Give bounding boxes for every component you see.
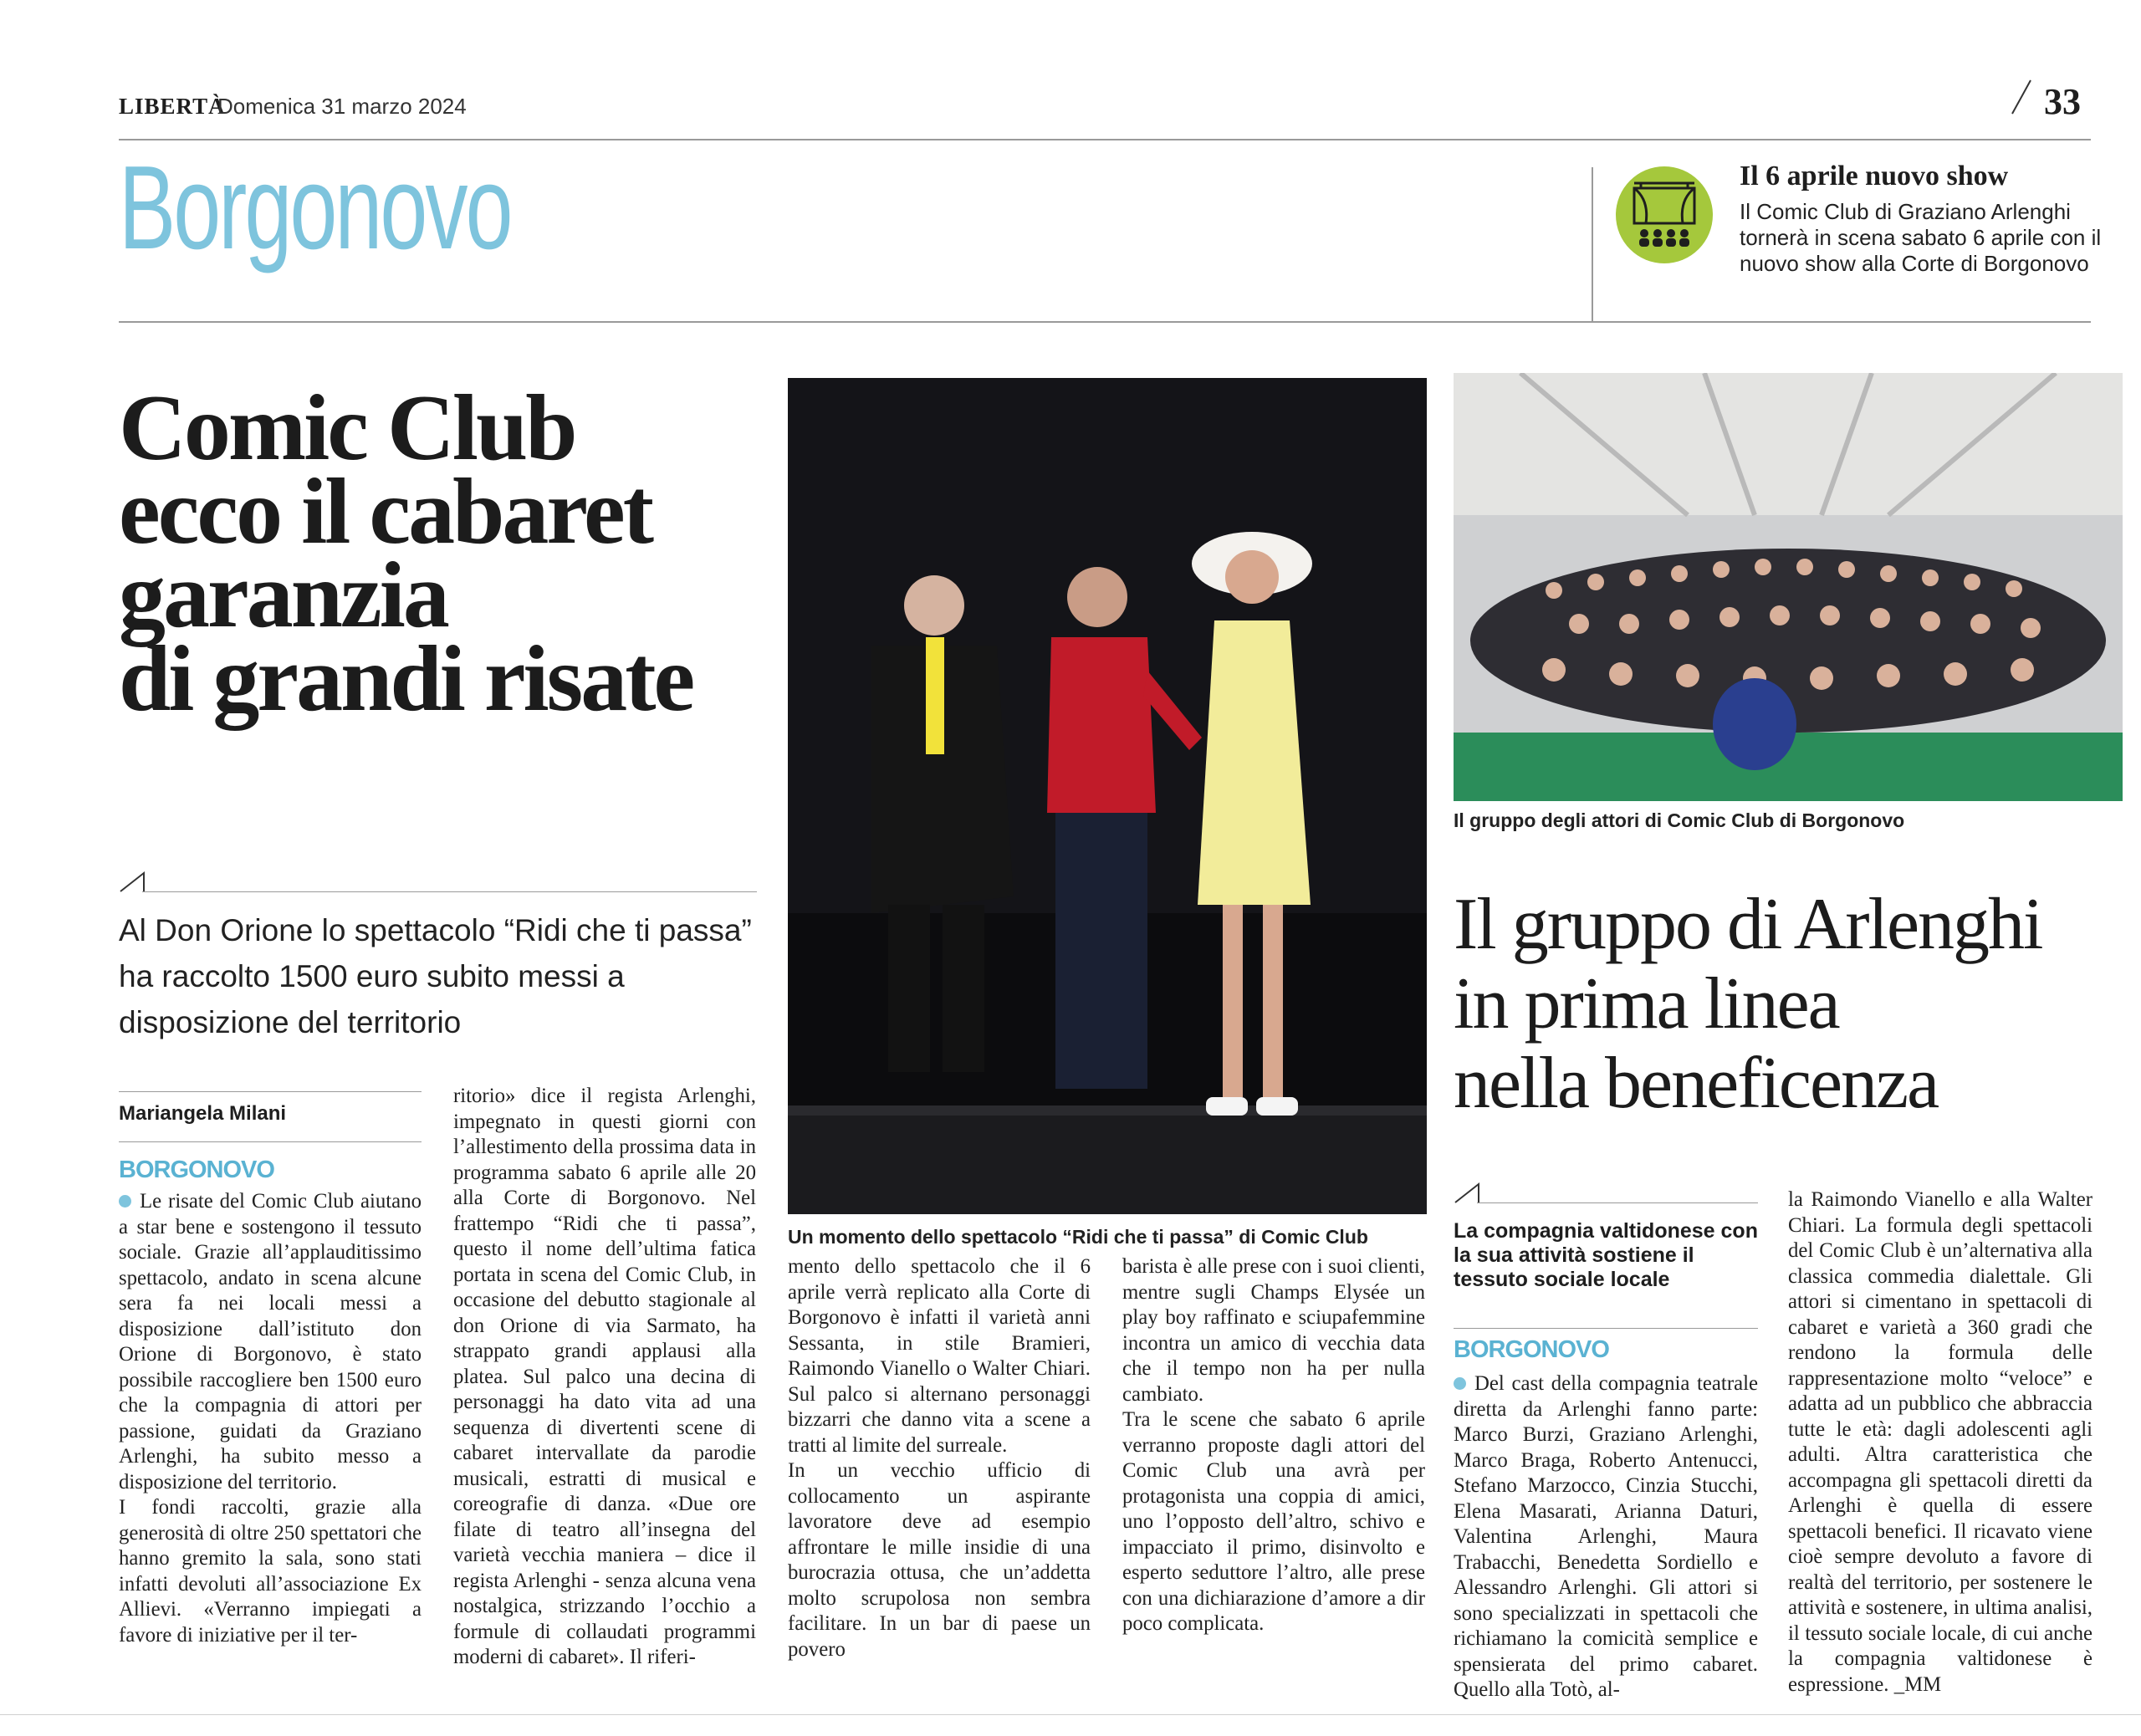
section-rule (119, 321, 2091, 323)
page-slash-icon (2011, 79, 2032, 115)
headline-line: ecco il cabaret (119, 460, 652, 564)
byline: Mariangela Milani (119, 1102, 287, 1125)
subhead-rule (142, 891, 757, 892)
headline-line: Comic Club (119, 376, 575, 480)
side-deck-mark-icon (1454, 1181, 1482, 1204)
main-body-col1 (119, 1189, 422, 1648)
side-dateline: BORGONOVO (1454, 1336, 1609, 1363)
main-subhead: Al Don Orione lo spettacolo “Ridi che ti passa” ha raccolto 1500 euro subito messi a disposizione del territorio (119, 913, 752, 1039)
side-headline-line: in prima linea (1454, 963, 1839, 1044)
issue-date: Domenica 31 marzo 2024 (217, 94, 467, 119)
main-body-col4: barista è alle prese con i suoi clienti, mentre sugli Champs Elysée un play boy raffinato e sciupafemmine incontra un amico di vecchia data che il tempo non ha per nulla cambiato. Tra le scene che sabato 6 aprile verranno proposte dagli attori del Comic Club una avrà per protagonista una coppia di amici, uno l’opposto dell’altro, schivo e impacciato il primo, disinvolto e esperto seduttore l’altro, alle prese con una dichiarazione d’amore a dir poco complicata. (1122, 1255, 1425, 1635)
bullet-icon (119, 1195, 131, 1208)
footer-rule (0, 1714, 2141, 1715)
deck-mark-icon (119, 870, 147, 893)
side-body-col1 (1454, 1371, 1758, 1703)
side-subhead-rule (1477, 1202, 1758, 1203)
bullet-icon (1454, 1377, 1466, 1390)
side-body-text-1: Del cast della compagnia teatrale diretta da Arlenghi fanno parte: Marco Burzi, Graziano Arlenghi, Marco Braga, Roberto Antenucci, Stefano Marzocco, Cinzia Stucchi, Elena Masarati, Arianna Daturi, Valentina Arlenghi, Maura Trabacchi, Benedetta Sordiello e Alessandro Arlenghi. Gli attori si sono specializzati in spettacoli che richiamano la comicità semplice e spensierata del primo cabaret. Quello alla Totò, al- (1454, 1372, 1758, 1701)
header-rule (119, 139, 2091, 140)
side-headline-line: nella beneficenza (1454, 1043, 1939, 1124)
side-subhead: La compagnia valtidonese con la sua attività sostiene il tessuto sociale locale (1454, 1219, 1758, 1291)
side-headline (1454, 885, 2123, 1123)
dateline: BORGONOVO (119, 1156, 274, 1183)
group-photo-caption: Il gruppo degli attori di Comic Club di Borgonovo (1454, 809, 1905, 831)
side-body-col2: la Raimondo Vianello e alla Walter Chiari. La formula degli spettacoli del Comic Club è un’alternativa alla classica commedia dialettale. Gli attori si cimentano in spettacoli di cabaret e varietà a 360 gradi che rendono la formula delle rappresentazione molto “veloce” e adatta ad un pubblico che abbraccia tutte le età: dagli adolescenti agli adulti. Altra caratteristica che accompagna gli spettacoli diretti da Arlenghi è quella di essere spettacoli benefici. Il ricavato viene cioè sempre devoluto a favore di realtà del territorio, per sostenere le attività e sostenere, in ultima analisi, il tessuto sociale locale, di cui anche la compagnia valtidonese è espressione. _MM (1788, 1188, 2092, 1696)
teaser-title: Il 6 aprile nuovo show (1740, 161, 2009, 191)
main-body-text-1: Le risate del Comic Club aiutano a star bene e sostengono il tessuto sociale. Grazie all’applauditissimo spettacolo, andato in scena alcune sera fa nei locali messi a disposizione dall’istituto don Orione di Borgonovo, è stato possibile raccogliere ben 1500 euro che la compagnia di attori per passione, guidati da Graziano Arlenghi, ha subito messo a disposizione del territorio. I fondi raccolti, grazie alla generosità di oltre 250 spettatori che hanno gremito la sala, sono stati infatti devoluti all’associazione Ex Allievi. «Verranno impiegati a favore di iniziative per il ter- (119, 1190, 422, 1647)
teaser-text: Il Comic Club di Graziano Arlenghi tornerà in scena sabato 6 aprile con il nuovo show alla Corte di Borgonovo (1740, 199, 2102, 276)
newspaper-brand: LIBERTÀ (119, 94, 226, 119)
section-title: Borgonovo (119, 141, 511, 274)
side-headline-line: Il gruppo di Arlenghi (1454, 884, 2042, 965)
stage-photo-caption: Un momento dello spettacolo “Ridi che ti passa” di Comic Club (788, 1226, 1368, 1248)
headline-line: di grandi risate (119, 627, 693, 731)
headline-line: garanzia (119, 544, 447, 647)
group-photo (1454, 373, 2123, 801)
main-body-col2: ritorio» dice il regista Arlenghi, impegnato in questi giorni con l’allestimento della prossima data in programma sabato 6 aprile alle 20 alla Corte di Borgonovo. Nel frattempo “Ridi che ti passa”, questo il nome dell’ultima fatica portata in scena del Comic Club, in occasione del debutto stagionale al don Orione di via Sarmato, ha strappato grandi applausi alla platea. Sul palco una decina di personaggi ha dato vita ad una sequenza di divertenti scene di cabaret intervallate da parodie musicali, estratti di musical e coreografie di danza. «Due ore filate di teatro all’insegna del varietà vecchia maniera – dice il regista Arlenghi - senza alcuna vena nostalgica, strizzando l’occhio a formule di collaudati programmi moderni di cabaret». Il riferi- (453, 1085, 756, 1668)
byline-rule-top (119, 1091, 422, 1092)
stage-photo (788, 378, 1427, 1214)
teaser-divider (1592, 167, 1593, 323)
main-body-col3: mento dello spettacolo che il 6 aprile verrà replicato alla Corte di Borgonovo è infatti il varietà anni Sessanta, in stile Bramieri, Raimondo Vianello o Walter Chiari. Sul palco si alternano personaggi bizzarri che danno vita a scene a tratti al limite del surreale. In un vecchio ufficio di collocamento un aspirante lavoratore deve ad esempio affrontare le mille insidie di una burocrazia ottusa, che un’addetta molto scrupolosa non sembra facilitare. In un bar di paese un povero (788, 1255, 1091, 1661)
page-number: 33 (2044, 81, 2081, 122)
byline-rule-bottom (119, 1141, 422, 1142)
theater-stage-icon (1616, 166, 1713, 263)
main-headline (119, 376, 779, 731)
side-dateline-rule (1454, 1328, 1758, 1329)
